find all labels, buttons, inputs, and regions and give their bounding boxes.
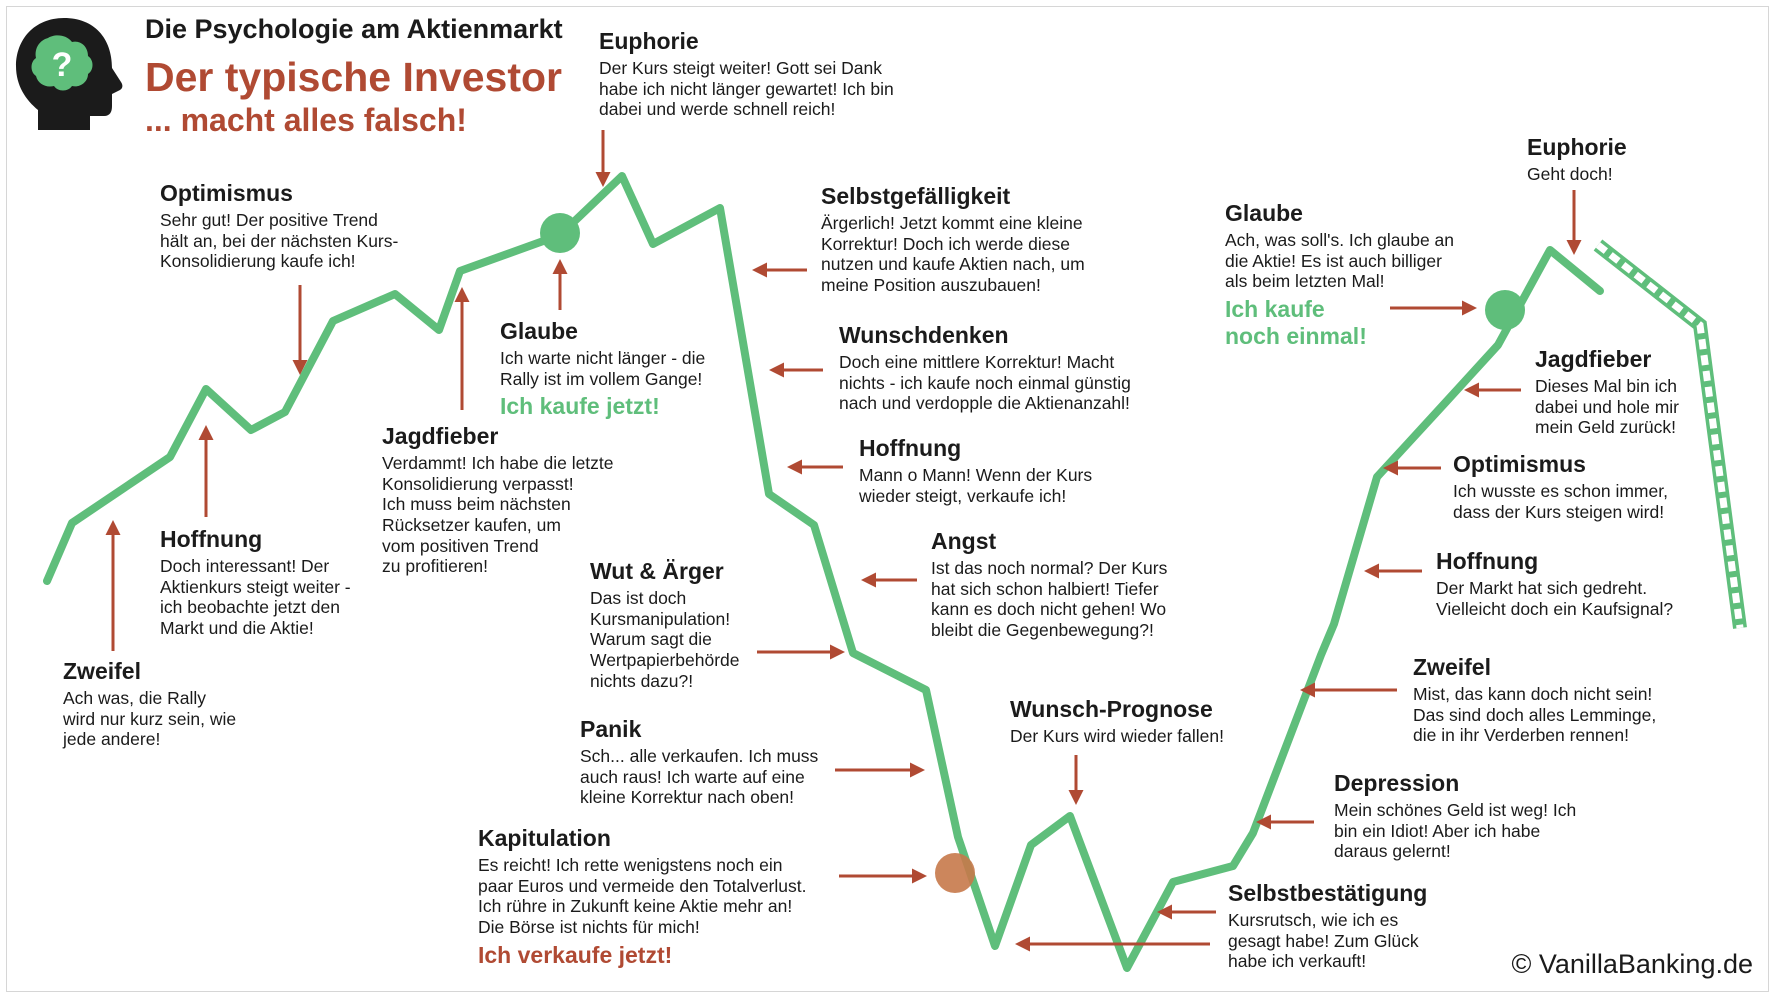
phase-title: Zweifel	[63, 658, 141, 684]
phase-title: Panik	[580, 716, 642, 742]
phase-euphorie2	[1527, 134, 1627, 185]
phase-text: Ärgerlich! Jetzt kommt eine kleine Korrektur! Doch ich werde diese nutzen und kaufe Aktien nach, um meine Position auszubauen!	[821, 213, 1085, 296]
phase-text: Doch eine mittlere Korrektur! Macht nichts - ich kaufe noch einmal günstig nach und verdopple die Aktienanzahl!	[839, 352, 1131, 414]
phase-hoffnung	[160, 526, 351, 639]
phase-title: Hoffnung	[859, 435, 962, 461]
phase-text: Kursrutsch, wie ich es gesagt habe! Zum Glück habe ich verkauft!	[1228, 910, 1419, 972]
phase-title: Hoffnung	[160, 526, 263, 552]
phase-text: Das ist doch Kursmanipulation! Warum sagt die Wertpapierbehörde nichts dazu?!	[590, 588, 740, 691]
phase-text: Der Kurs wird wieder fallen!	[1010, 726, 1224, 747]
phase-glaube	[500, 318, 705, 421]
phase-wunschdenken	[839, 322, 1131, 414]
phase-selbstbestaetigung	[1228, 880, 1427, 972]
phase-text: Verdammt! Ich habe die letzte Konsolidierung verpasst! Ich muss beim nächsten Rücksetzer kaufen, um vom positiven Trend zu profitieren!	[382, 453, 614, 577]
diagram-subtitle: Der typische Investor	[145, 54, 562, 100]
phase-text: Mein schönes Geld ist weg! Ich bin ein Idiot! Aber ich habe daraus gelernt!	[1334, 800, 1577, 862]
phase-jagdfieber	[382, 423, 614, 577]
phase-title: Optimismus	[1453, 451, 1586, 477]
phase-title: Glaube	[1225, 200, 1303, 226]
phase-panik	[580, 716, 818, 808]
svg-text:?: ?	[51, 46, 73, 84]
phase-optimismus	[160, 180, 398, 272]
phase-text: Dieses Mal bin ich dabei und hole mir mein Geld zurück!	[1535, 376, 1679, 438]
phase-title: Jagdfieber	[1535, 346, 1652, 372]
phase-text: Der Kurs steigt weiter! Gott sei Dank habe ich nicht länger gewartet! Ich bin dabei und werde schnell reich!	[599, 58, 894, 120]
phase-title: Selbstgefälligkeit	[821, 183, 1011, 209]
phase-title: Optimismus	[160, 180, 293, 206]
diagram-subtitle-2: ... macht alles falsch!	[145, 102, 467, 138]
phase-text: Sch... alle verkaufen. Ich muss auch raus! Ich warte auf eine kleine Korrektur nach oben!	[580, 746, 819, 808]
diagram-title: Die Psychologie am Aktienmarkt	[145, 14, 563, 44]
buy-again-callout	[1225, 296, 1454, 350]
phase-title: Zweifel	[1413, 654, 1491, 680]
phase-wunschprognose	[1010, 696, 1224, 747]
phase-title: Hoffnung	[1436, 548, 1539, 574]
phase-text: Sehr gut! Der positive Trend hält an, bei der nächsten Kurs- Konsolidierung kaufe ich!	[160, 210, 399, 272]
phase-title: Jagdfieber	[382, 423, 499, 449]
phase-text: Es reicht! Ich rette wenigstens noch ein paar Euros und vermeide den Totalverlust. Ich rühre in Zukunft keine Aktie mehr an! Die Börse ist nichts für mich!	[478, 855, 807, 938]
phase-glaube2	[1225, 200, 1454, 350]
phase-wut	[590, 558, 740, 691]
phase-title: Depression	[1334, 770, 1460, 796]
phase-text: Doch interessant! Der Aktienkurs steigt weiter - ich beobachte jetzt den Markt und die Aktie!	[160, 556, 351, 639]
phase-title: Wut & Ärger	[590, 558, 724, 584]
sell-now-callout: Ich verkaufe jetzt!	[478, 941, 673, 968]
phase-title: Wunsch-Prognose	[1010, 696, 1213, 722]
phase-text: Ist das noch normal? Der Kurs hat sich schon halbiert! Tiefer kann es doch nicht gehen! Wo bleibt die Gegenbewegung?!	[931, 558, 1168, 641]
phase-selbstgefaelligkeit	[821, 183, 1085, 296]
phase-title: Euphorie	[599, 28, 699, 54]
phase-kapitulation	[478, 825, 806, 969]
phase-optimismus2	[1453, 451, 1668, 522]
buy-point-marker	[540, 213, 580, 253]
phase-text: Der Markt hat sich gedreht. Vielleicht doch ein Kaufsignal?	[1436, 578, 1674, 619]
phase-title: Euphorie	[1527, 134, 1627, 160]
phase-jagdfieber2	[1535, 346, 1679, 438]
phase-text: Ich wusste es schon immer, dass der Kurs steigen wird!	[1453, 481, 1668, 522]
phase-text: Mann o Mann! Wenn der Kurs wieder steigt, verkaufe ich!	[859, 465, 1093, 506]
buy-now-callout: Ich kaufe jetzt!	[500, 393, 660, 420]
phase-zweifel2	[1413, 654, 1656, 746]
phase-title: Angst	[931, 528, 997, 554]
buy-again-callout-line1: Ich kaufe	[1225, 296, 1325, 323]
sell-point-marker	[935, 853, 975, 893]
phase-hoffnung3	[1436, 548, 1673, 619]
phase-title: Wunschdenken	[839, 322, 1009, 348]
phase-text: Geht doch!	[1527, 164, 1613, 185]
phase-title: Kapitulation	[478, 825, 611, 851]
phase-text: Ach was, die Rally wird nur kurz sein, wie jede andere!	[63, 688, 237, 750]
phase-text: Ach, was soll's. Ich glaube an die Aktie! Es ist auch billiger als beim letzten Mal!	[1225, 230, 1455, 292]
phase-text: Ich warte nicht länger - die Rally ist im vollem Gange!	[500, 348, 706, 389]
buy-again-point-marker	[1485, 290, 1525, 330]
copyright-notice[interactable]: © VanillaBanking.de	[1511, 949, 1753, 979]
phase-text: Mist, das kann doch nicht sein! Das sind doch alles Lemminge, die in ihr Verderben rennen!	[1413, 684, 1657, 746]
buy-again-callout-line2: noch einmal!	[1225, 323, 1367, 350]
phase-title: Selbstbestätigung	[1228, 880, 1428, 906]
phase-title: Glaube	[500, 318, 578, 344]
phase-hoffnung2	[859, 435, 1092, 506]
phase-angst	[931, 528, 1167, 641]
phase-depression	[1334, 770, 1576, 862]
phase-euphorie	[599, 28, 894, 120]
phase-zweifel	[63, 658, 236, 750]
